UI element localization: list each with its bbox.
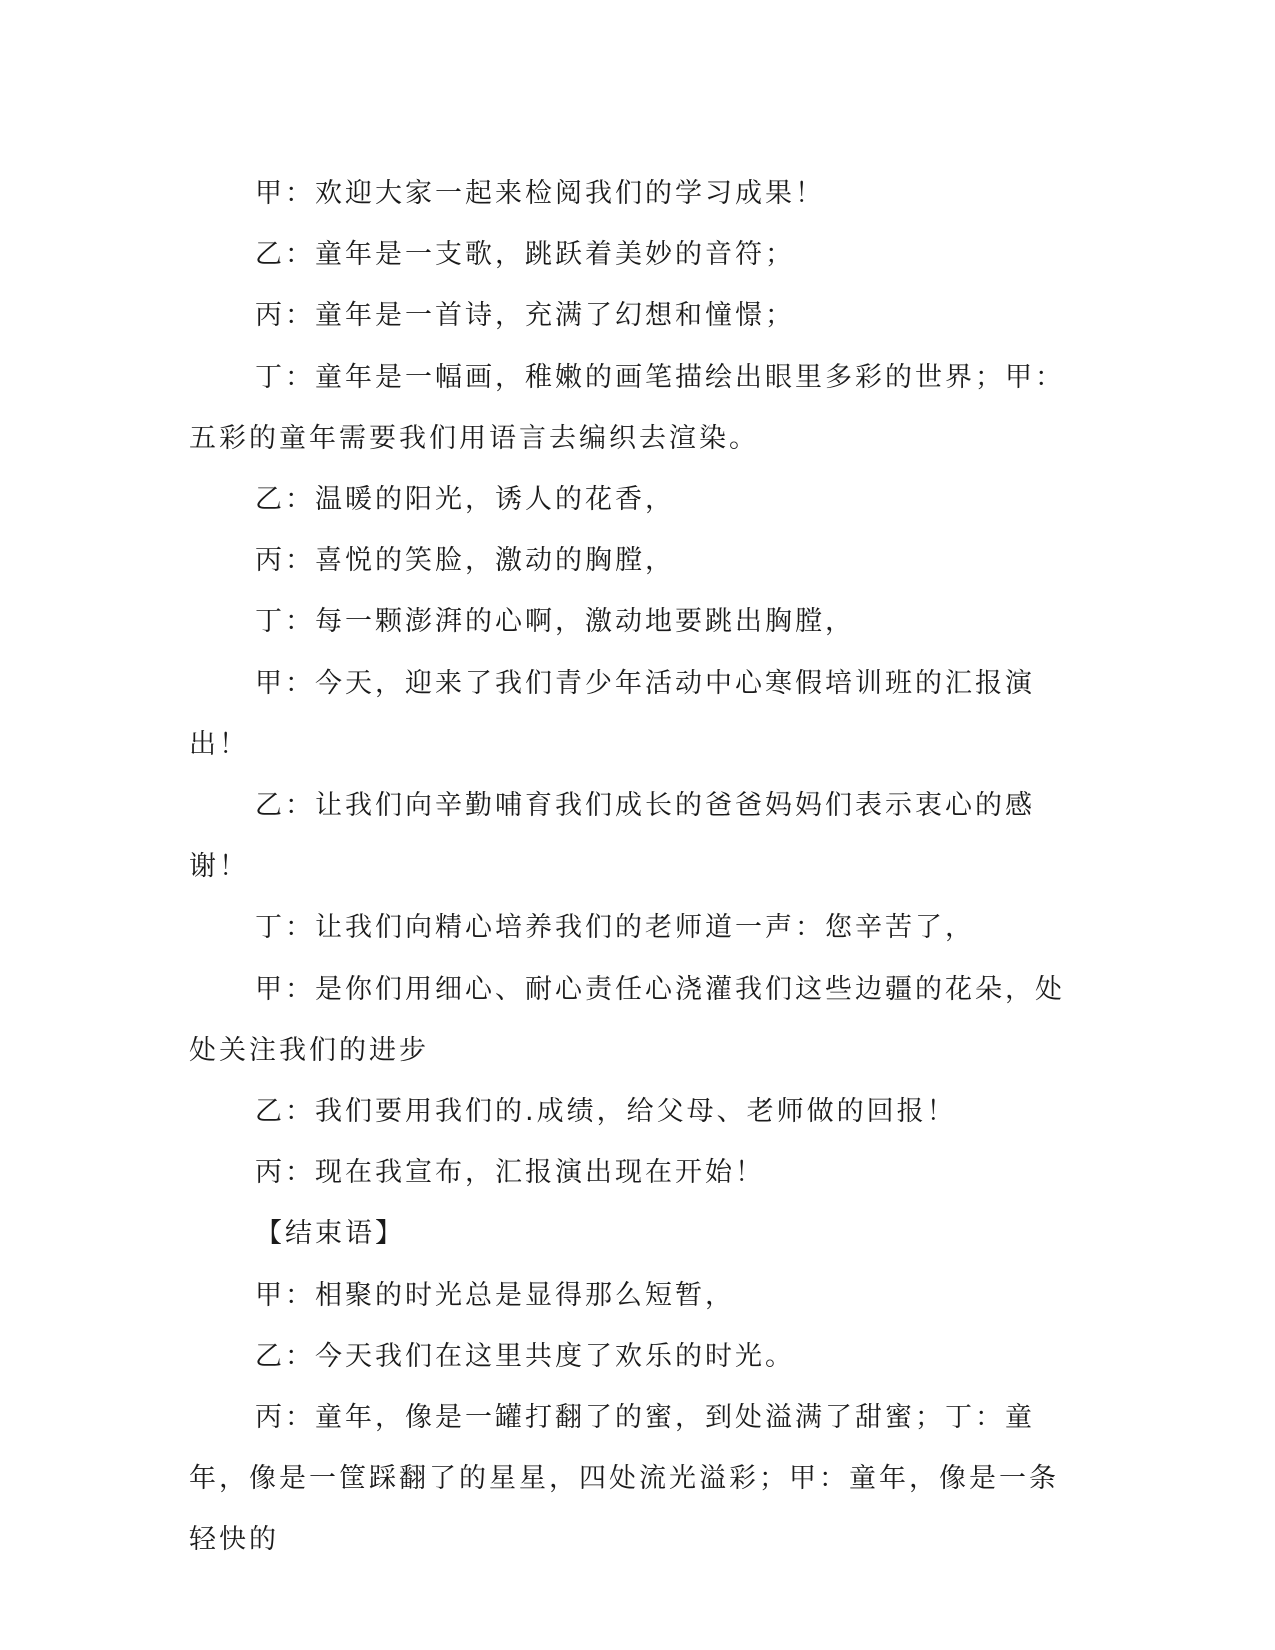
document-body	[189, 163, 1075, 1571]
paragraph-9: 乙：让我们向辛勤哺育我们成长的爸爸妈妈们表示衷心的感谢！	[189, 790, 1035, 883]
section-heading-closing: 【结束语】	[255, 1218, 405, 1250]
paragraph-5: 乙：温暖的阳光，诱人的花香，	[255, 484, 675, 516]
paragraph-8: 甲：今天，迎来了我们青少年活动中心寒假培训班的汇报演出！	[189, 667, 1035, 760]
paragraph-7: 丁：每一颗澎湃的心啊，激动地要跳出胸膛，	[255, 606, 855, 638]
paragraph-12: 乙：我们要用我们的.成绩，给父母、老师做的回报！	[255, 1096, 957, 1128]
paragraph-4: 丁：童年是一幅画，稚嫩的画笔描绘出眼里多彩的世界；甲：五彩的童年需要我们用语言去编织去渲染。	[189, 361, 1065, 454]
paragraph-17: 丙：童年，像是一罐打翻了的蜜，到处溢满了甜蜜；丁：童年，像是一筐踩翻了的星星，四处流光溢彩；甲：童年，像是一条轻快的	[189, 1402, 1059, 1556]
paragraph-1: 甲：欢迎大家一起来检阅我们的学习成果！	[255, 178, 825, 209]
paragraph-6: 丙：喜悦的笑脸，激动的胸膛，	[255, 545, 675, 577]
paragraph-13: 丙：现在我宣布，汇报演出现在开始！	[255, 1157, 765, 1189]
paragraph-3: 丙：童年是一首诗，充满了幻想和憧憬；	[255, 300, 795, 332]
paragraph-11: 甲：是你们用细心、耐心责任心浇灌我们这些边疆的花朵，处处关注我们的进步	[189, 973, 1065, 1066]
paragraph-10: 丁：让我们向精心培养我们的老师道一声：您辛苦了，	[255, 912, 975, 944]
paragraph-2: 乙：童年是一支歌，跳跃着美妙的音符；	[255, 239, 795, 271]
paragraph-16: 乙：今天我们在这里共度了欢乐的时光。	[255, 1340, 795, 1372]
paragraph-15: 甲：相聚的时光总是显得那么短暂，	[255, 1279, 735, 1311]
